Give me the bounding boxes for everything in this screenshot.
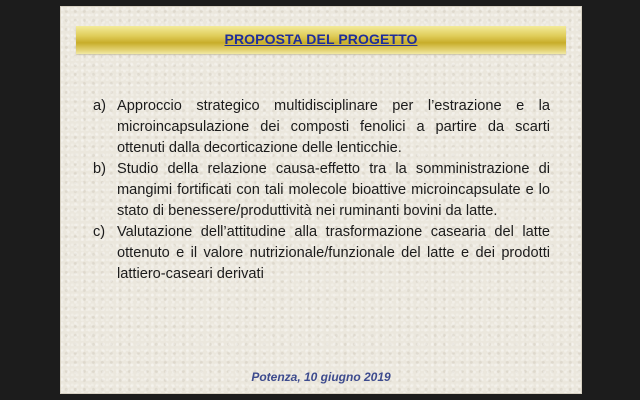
list-item-c <box>93 222 550 285</box>
list-marker: a) <box>93 98 106 114</box>
slide-footer: Potenza, 10 giugno 2019 <box>251 370 391 384</box>
slide <box>60 6 582 394</box>
list-item-text: Approccio strategico multidisciplinare per l’estrazione e la microincapsulazione dei composti fenolici a partire da scarti ottenuti dalla decorticazione delle lenticchie. <box>117 98 550 156</box>
list-item-text: Valutazione dell’attitudine alla trasformazione casearia del latte ottenuto e il valore nutrizionale/funzionale del latte e dei prodotti lattiero-caseari derivati <box>117 224 550 282</box>
list-item-b <box>93 159 550 222</box>
slide-title: PROPOSTA DEL PROGETTO <box>224 31 418 47</box>
project-items-list <box>93 96 550 285</box>
list-marker: c) <box>93 224 106 240</box>
list-marker: b) <box>93 161 106 177</box>
list-item-text: Studio della relazione causa-effetto tra la somministrazione di mangimi fortificati con tali molecole bioattive microincapsulate e lo stato di benessere/produttività nei ruminanti bovini da latte. <box>117 161 550 219</box>
list-item-a <box>93 96 550 159</box>
title-bar <box>76 26 566 54</box>
